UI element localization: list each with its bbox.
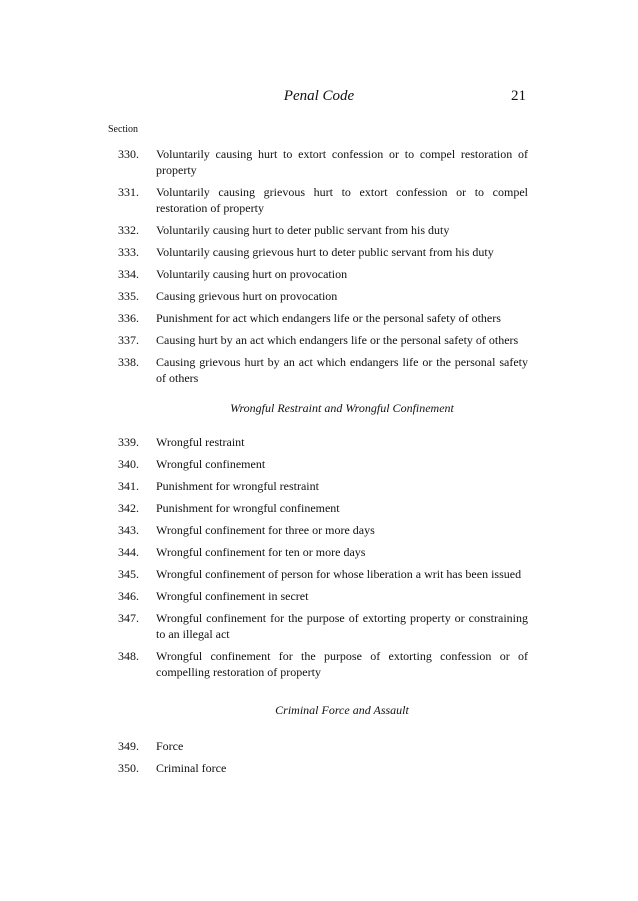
section-title: Wrongful confinement of person for whose liberation a writ has been issued xyxy=(156,567,522,581)
subheading-criminal-force: Criminal Force and Assault xyxy=(275,703,409,717)
section-number: 337. xyxy=(118,333,139,347)
section-number: 331. xyxy=(118,185,139,199)
section-number: 347. xyxy=(118,611,139,625)
section-title: Causing grievous hurt by an act which endangers life or the personal safety of others xyxy=(156,355,528,385)
section-title: Punishment for wrongful restraint xyxy=(156,479,319,493)
list-item xyxy=(118,288,528,304)
section-title: Criminal force xyxy=(156,761,227,775)
list-item xyxy=(118,184,528,216)
section-number: 335. xyxy=(118,289,139,303)
subheading-wrongful-restraint: Wrongful Restraint and Wrongful Confinement xyxy=(230,401,454,415)
section-title: Wrongful confinement for three or more days xyxy=(156,523,375,537)
section-title: Causing hurt by an act which endangers life or the personal safety of others xyxy=(156,333,519,347)
list-item xyxy=(118,500,528,516)
section-number: 343. xyxy=(118,523,139,537)
section-title: Wrongful confinement xyxy=(156,457,266,471)
section-title: Voluntarily causing grievous hurt to deter public servant from his duty xyxy=(156,245,494,259)
section-number: 346. xyxy=(118,589,139,603)
section-number: 333. xyxy=(118,245,139,259)
section-title: Voluntarily causing hurt to deter public servant from his duty xyxy=(156,223,450,237)
running-title: Penal Code xyxy=(283,88,355,104)
section-number: 339. xyxy=(118,435,139,449)
section-number: 336. xyxy=(118,311,139,325)
section-number: 330. xyxy=(118,147,139,161)
section-title: Voluntarily causing hurt on provocation xyxy=(156,267,348,281)
list-item xyxy=(118,266,528,282)
section-number: 332. xyxy=(118,223,139,237)
list-item xyxy=(118,354,528,386)
list-item xyxy=(118,566,528,582)
section-title: Causing grievous hurt on provocation xyxy=(156,289,338,303)
list-item xyxy=(118,588,528,604)
list-item xyxy=(118,310,528,326)
list-item xyxy=(118,434,528,450)
section-number: 350. xyxy=(118,761,139,775)
section-number: 341. xyxy=(118,479,139,493)
section-title: Force xyxy=(156,739,184,753)
list-item xyxy=(118,222,528,238)
section-title: Wrongful confinement in secret xyxy=(156,589,309,603)
section-column-label: Section xyxy=(108,124,138,135)
section-number: 334. xyxy=(118,267,139,281)
list-item xyxy=(118,648,528,680)
section-number: 342. xyxy=(118,501,139,515)
page-number: 21 xyxy=(511,88,526,104)
section-number: 340. xyxy=(118,457,139,471)
section-number: 349. xyxy=(118,739,139,753)
section-number: 344. xyxy=(118,545,139,559)
page-header xyxy=(0,88,638,108)
list-item xyxy=(118,544,528,560)
list-item xyxy=(118,332,528,348)
section-title: Punishment for wrongful confinement xyxy=(156,501,340,515)
section-title: Wrongful confinement for the purpose of extorting confession or of compelling restoration of property xyxy=(156,649,528,679)
list-item xyxy=(118,760,528,776)
section-title: Wrongful confinement for ten or more days xyxy=(156,545,366,559)
section-title: Punishment for act which endangers life or the personal safety of others xyxy=(156,311,501,325)
section-title: Voluntarily causing grievous hurt to extort confession or to compel restoration of property xyxy=(156,185,528,215)
section-number: 338. xyxy=(118,355,139,369)
list-item xyxy=(118,478,528,494)
table-of-sections xyxy=(118,146,528,782)
section-number: 348. xyxy=(118,649,139,663)
section-number: 345. xyxy=(118,567,139,581)
list-item xyxy=(118,522,528,538)
list-item xyxy=(118,610,528,642)
list-item xyxy=(118,244,528,260)
section-title: Wrongful confinement for the purpose of extorting property or constraining to an illegal act xyxy=(156,611,528,641)
list-item xyxy=(118,146,528,178)
section-title: Voluntarily causing hurt to extort confession or to compel restoration of property xyxy=(156,147,528,177)
list-item xyxy=(118,456,528,472)
section-title: Wrongful restraint xyxy=(156,435,245,449)
list-item xyxy=(118,738,528,754)
